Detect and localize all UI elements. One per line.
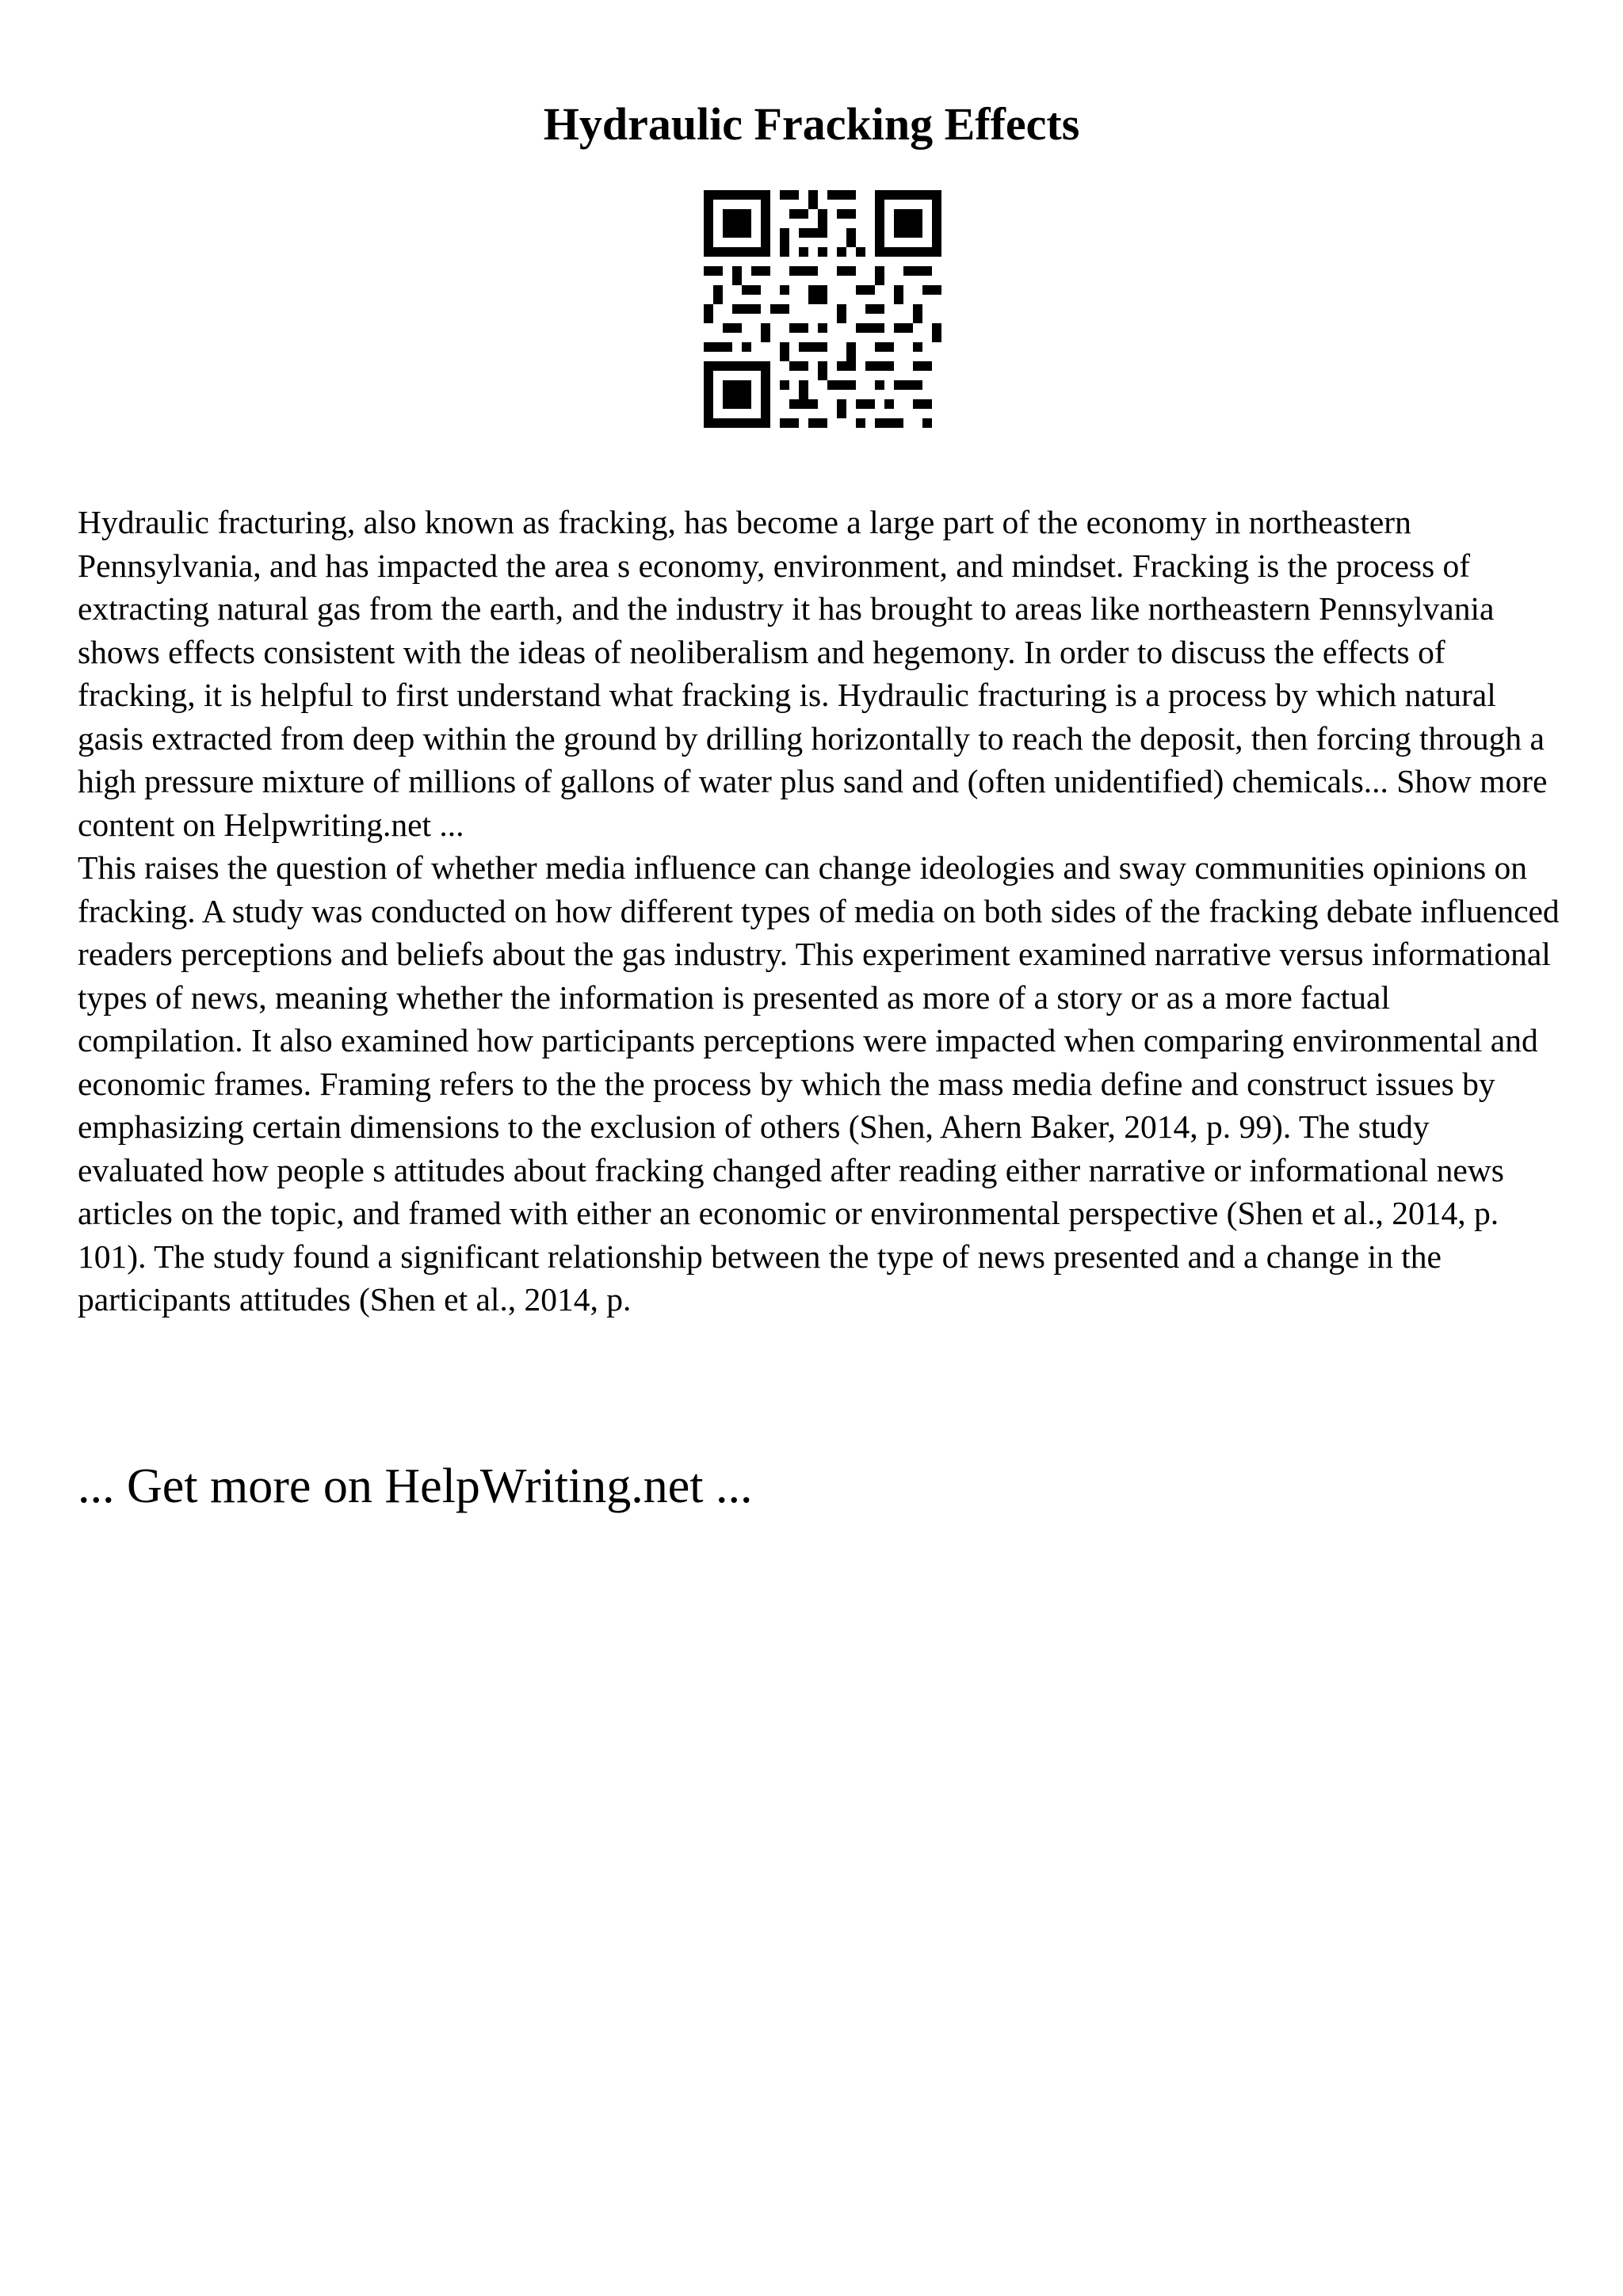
paragraph-media-study: This raises the question of whether media influence can change ideologies and sway communities opinions on fracking. A study was conducted on how different types of media on both sides of the fracking debate influenced readers perceptions and beliefs about the gas industry. This experiment examined narrative versus informational types of news, meaning whether the information is presented as more of a story or as a more factual compilation. It also examined how participants perceptions were impacted when comparing environmental and economic frames. Framing refers to the the process by which the mass media define and construct issues by emphasizing certain dimensions to the exclusion of others (Shen, Ahern Baker, 2014, p. 99). The study evaluated how people s attitudes about fracking changed after reading either narrative or informational news articles on the topic, and framed with either an economic or environmental perspective (Shen et al., 2014, p. 101). The study found a significant relationship between the type of news presented and a change in the participants attitudes (Shen et al., 2014, p. <box>78 849 1560 1318</box>
get-more-link[interactable]: ... Get more on HelpWriting.net ... <box>78 1459 753 1513</box>
qr-code-graphic <box>704 190 941 428</box>
article-body <box>78 501 1560 1322</box>
qr-code-icon <box>704 190 941 428</box>
paragraph-intro: Hydraulic fracturing, also known as fracking, has become a large part of the economy in northeastern Pennsylvania, and has impacted the area s economy, environment, and mindset. Fracking is the process of extracting natural gas from the earth, and the industry it has brought to areas like northeastern Pennsylvania shows effects consistent with the ideas of neoliberalism and hegemony. In order to discuss the effects of fracking, it is helpful to first understand what fracking is. Hydraulic fracturing is a process by which natural gasis extracted from deep within the ground by drilling horizontally to reach the deposit, then forcing through a high pressure mixture of millions of gallons of water plus sand and (often unidentified) chemicals... Show more content on Helpwriting.net ... <box>78 504 1548 843</box>
document-title: Hydraulic Fracking Effects <box>543 98 1080 150</box>
